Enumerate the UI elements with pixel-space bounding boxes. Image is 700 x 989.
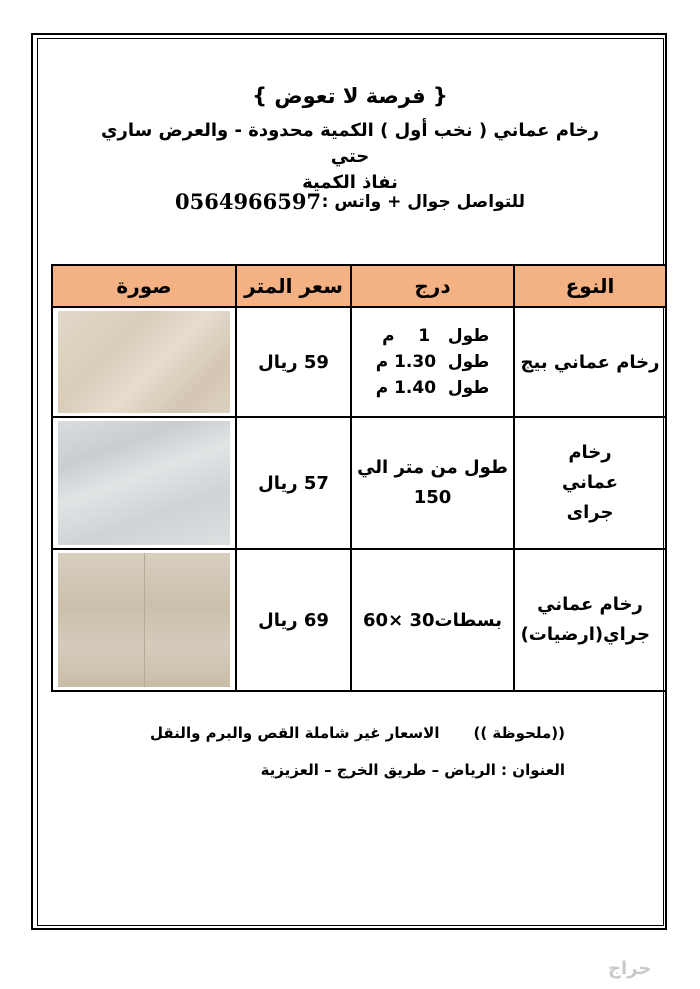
degree-line: بسطات30 ×60 xyxy=(363,609,502,631)
cell-photo xyxy=(52,549,236,691)
degree-line: 150 xyxy=(413,487,452,508)
table-row xyxy=(52,417,666,549)
cell-degree xyxy=(351,307,514,417)
degree-line: طول 1 م xyxy=(382,326,490,346)
table-row xyxy=(52,549,666,691)
offer-description xyxy=(100,118,600,196)
price-note xyxy=(150,724,565,742)
page-title: { فرصة لا تعوض } xyxy=(252,84,448,108)
header-type: النوع xyxy=(514,265,666,307)
table-header-row xyxy=(52,265,666,307)
table-row xyxy=(52,307,666,417)
cell-photo xyxy=(52,417,236,549)
marble-price-table xyxy=(51,264,667,692)
cell-type xyxy=(514,549,666,691)
type-text: رخام عماني جراي(ارضيات) xyxy=(520,594,650,645)
degree-line: طول من متر الي xyxy=(357,457,508,478)
cell-price: 69 ريال xyxy=(236,549,351,691)
phone-number[interactable]: 0564966597 xyxy=(175,189,322,214)
grey-marble-swatch xyxy=(58,421,230,545)
degree-line: طول 1.40 م xyxy=(375,378,490,398)
cell-type xyxy=(514,417,666,549)
note-text: الاسعار غير شاملة القص والبرم والنقل xyxy=(150,724,440,742)
degree-line: طول 1.30 م xyxy=(375,352,490,372)
header-price: سعر المتر xyxy=(236,265,351,307)
cell-degree xyxy=(351,417,514,549)
offer-line-2: نفاذ الكمية xyxy=(302,172,398,193)
note-label: ((ملحوظة )) xyxy=(473,724,565,742)
floor-marble-swatch xyxy=(58,553,230,687)
cell-price: 57 ريال xyxy=(236,417,351,549)
offer-line-1: رخام عماني ( نخب أول ) الكمية محدودة - والعرض ساري حتي xyxy=(100,120,600,167)
beige-marble-swatch xyxy=(58,311,230,413)
cell-photo xyxy=(52,307,236,417)
cell-degree xyxy=(351,549,514,691)
header-degree: درج xyxy=(351,265,514,307)
cell-price: 59 ريال xyxy=(236,307,351,417)
header-photo: صورة xyxy=(52,265,236,307)
contact-row xyxy=(175,189,525,214)
type-text: رخام عماني جراى xyxy=(561,442,619,523)
haraj-watermark: حراج xyxy=(608,958,652,979)
contact-label: للتواصل جوال + واتس : xyxy=(321,191,525,212)
cell-type: رخام عماني بيج xyxy=(514,307,666,417)
address-line: العنوان : الرياض – طريق الخرج – العزيزية xyxy=(260,761,565,779)
